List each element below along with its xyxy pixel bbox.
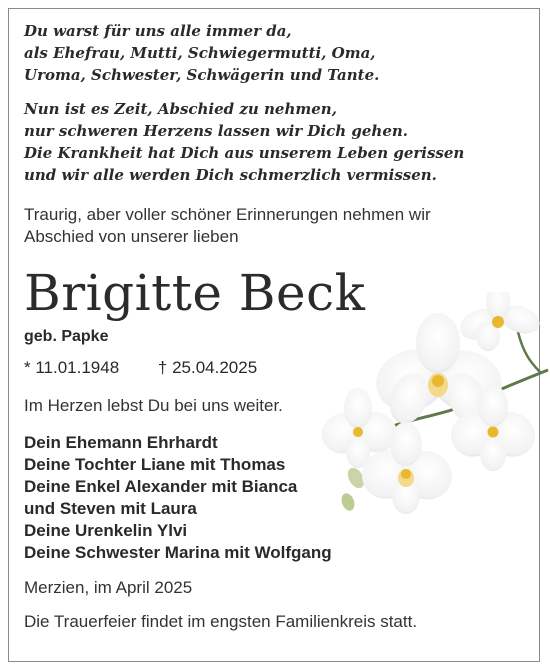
- intro-text: [24, 204, 514, 248]
- poem-stanza-1: [24, 20, 514, 86]
- intro-line: Traurig, aber voller schöner Erinnerungen nehmen wir: [24, 205, 431, 224]
- poem-line: Die Krankheit hat Dich aus unserem Leben gerissen: [24, 144, 465, 162]
- place-date: Merzien, im April 2025: [24, 578, 193, 597]
- mourner-line: Deine Enkel Alexander mit Bianca: [24, 477, 298, 496]
- mourner-line: und Steven mit Laura: [24, 499, 197, 518]
- mourner-line: Deine Urenkelin Ylvi: [24, 521, 188, 540]
- poem-line: Nun ist es Zeit, Abschied zu nehmen,: [24, 100, 337, 118]
- poem-line: Du warst für uns alle immer da,: [24, 22, 292, 40]
- poem-line: nur schweren Herzens lassen wir Dich gehen.: [24, 122, 408, 140]
- intro-line: Abschied von unserer lieben: [24, 227, 239, 246]
- deceased-name: Brigitte Beck: [24, 264, 366, 322]
- birth-date: * 11.01.1948: [24, 358, 120, 377]
- poem: [24, 20, 514, 186]
- death-date: † 25.04.2025: [157, 358, 258, 377]
- mourner-line: Deine Tochter Liane mit Thomas: [24, 455, 286, 474]
- poem-line: als Ehefrau, Mutti, Schwiegermutti, Oma,: [24, 44, 376, 62]
- poem-stanza-2: [24, 98, 514, 186]
- motto: Im Herzen lebst Du bei uns weiter.: [24, 396, 283, 415]
- orchid-image: [318, 292, 550, 522]
- poem-line: und wir alle werden Dich schmerzlich vermissen.: [24, 166, 437, 184]
- mourner-line: Deine Schwester Marina mit Wolfgang: [24, 543, 332, 562]
- birth-name: geb. Papke: [24, 328, 109, 345]
- orchid-flower: [455, 292, 543, 351]
- funeral-note: Die Trauerfeier findet im engsten Familienkreis statt.: [24, 612, 418, 631]
- poem-line: Uroma, Schwester, Schwägerin und Tante.: [24, 66, 380, 84]
- mourner-line: Dein Ehemann Ehrhardt: [24, 433, 218, 452]
